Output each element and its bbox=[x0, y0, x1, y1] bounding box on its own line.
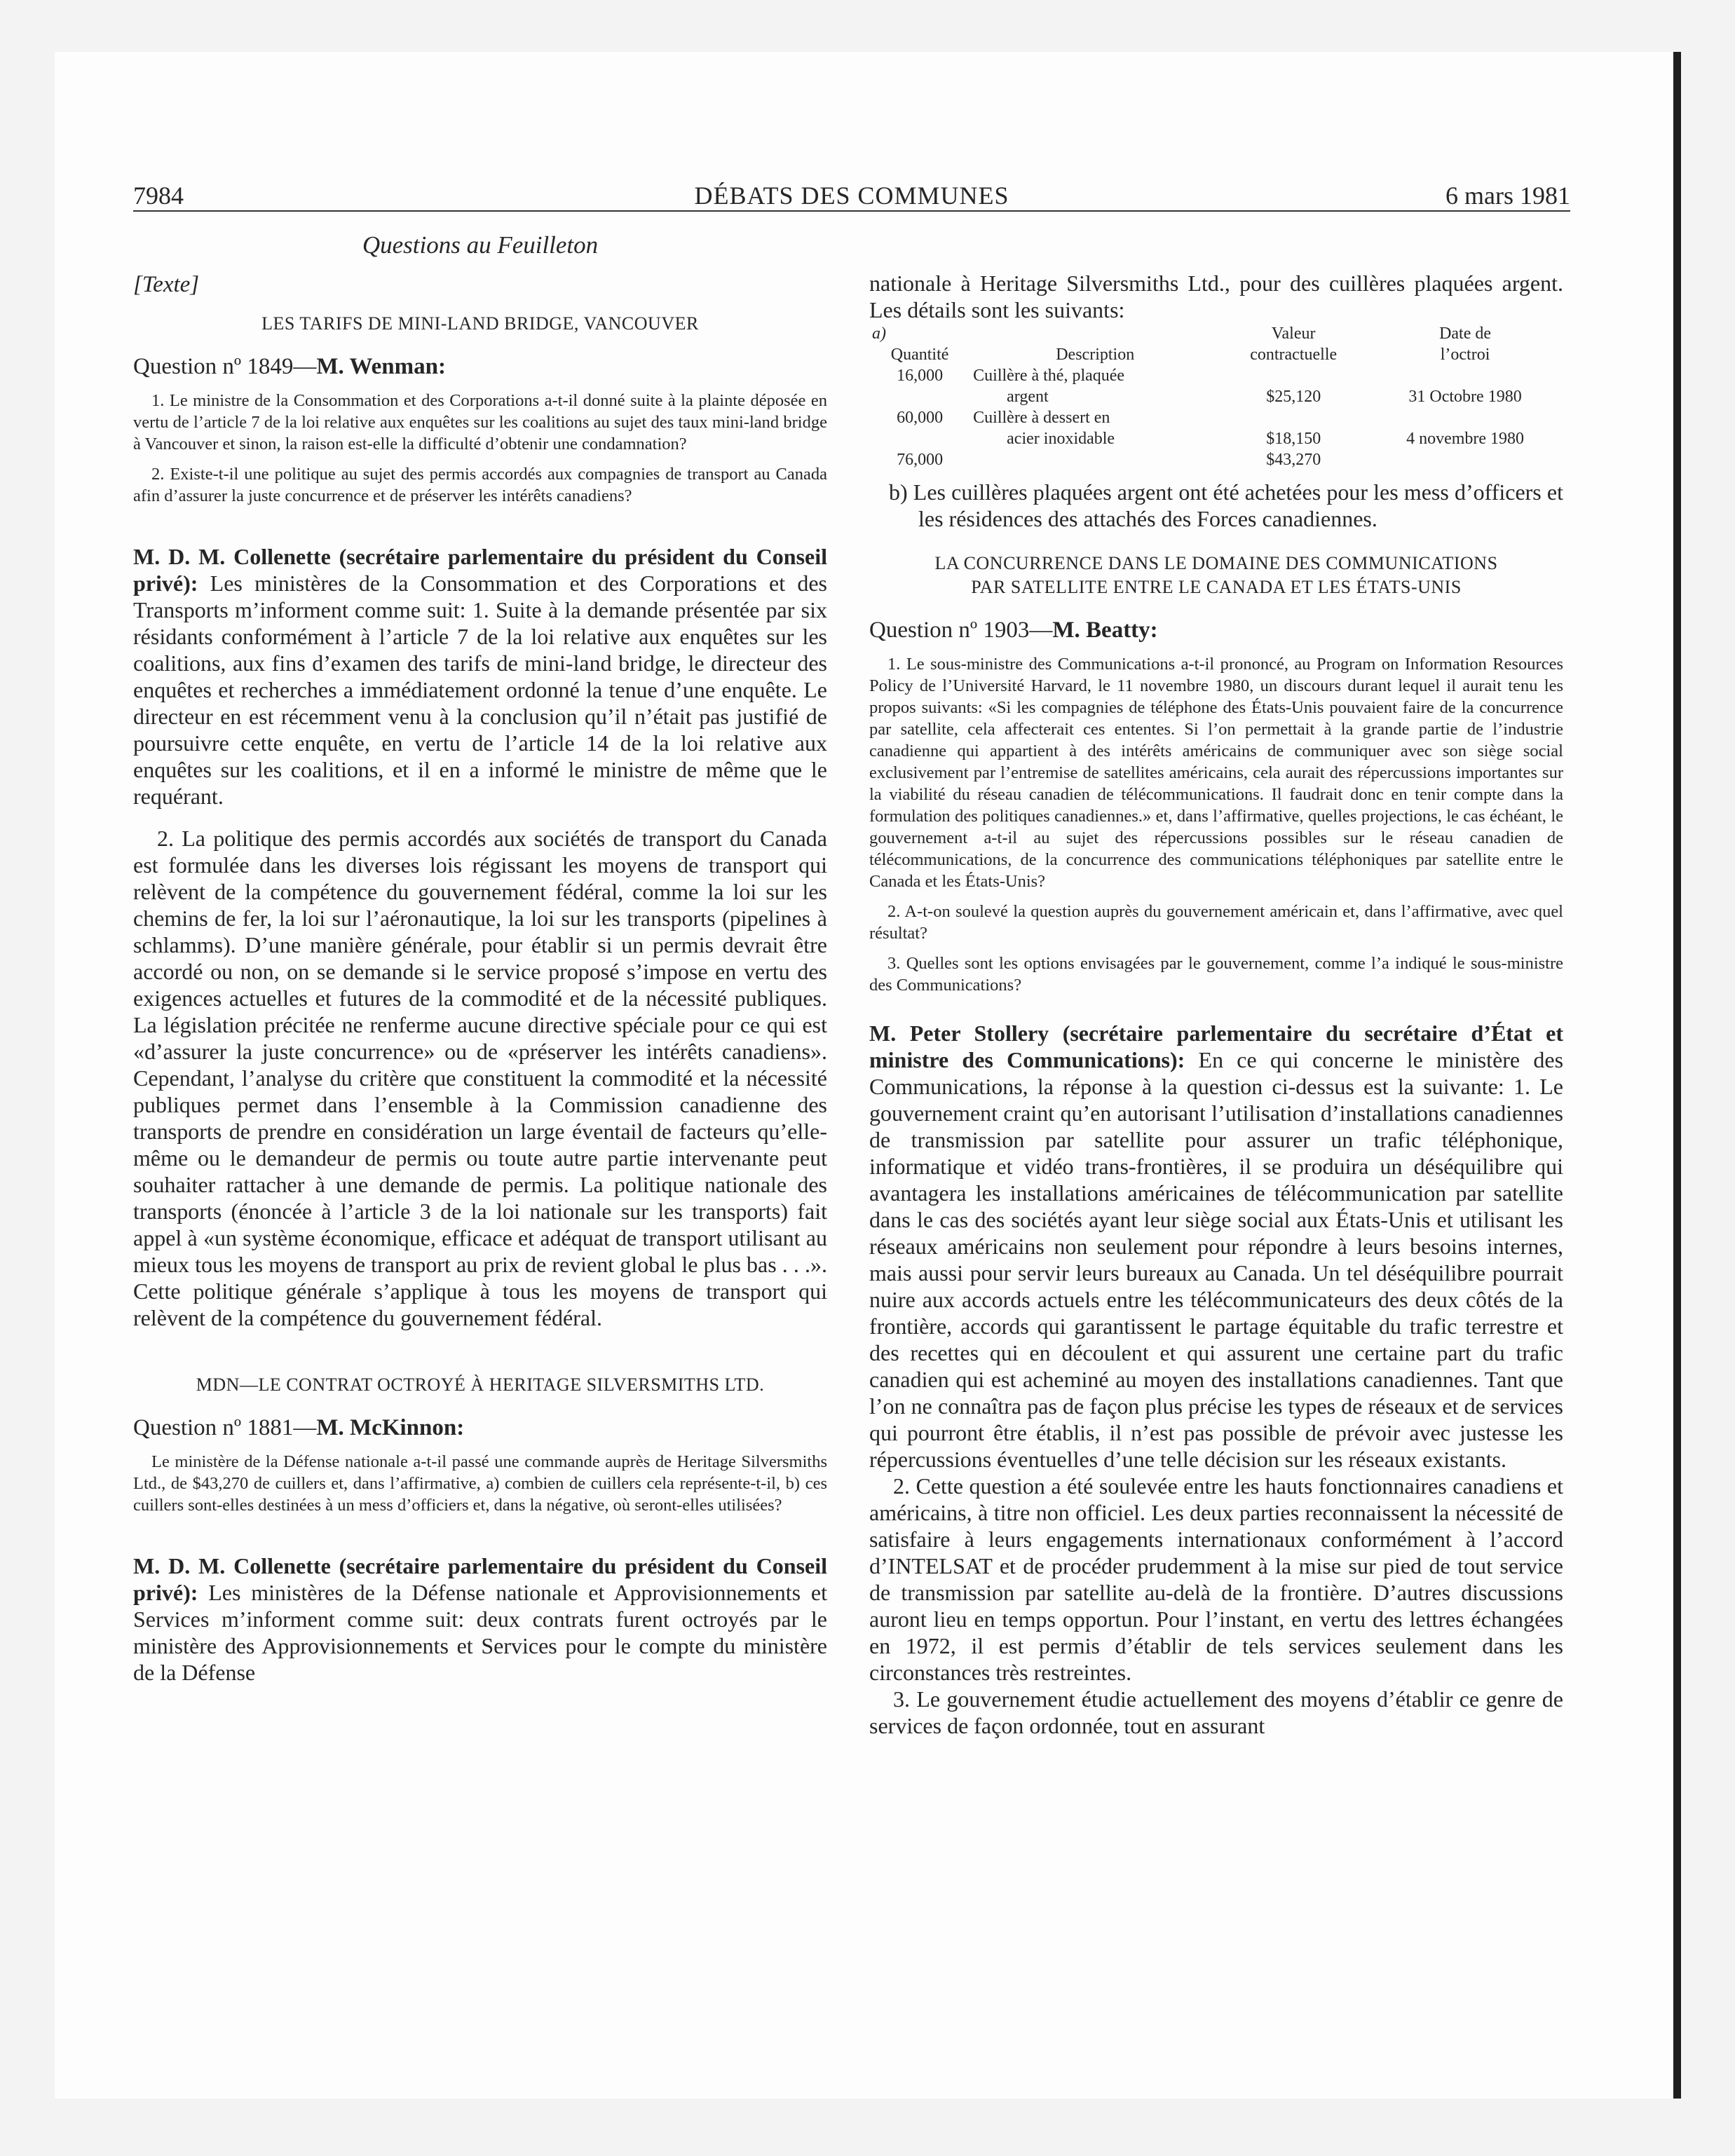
answer-1903-paragraph-1 bbox=[869, 1020, 1563, 1473]
table-label-a: a) bbox=[872, 325, 886, 343]
question-1849-part-2: 2. Existe-t-il une politique au sujet des permis accordés aux compagnies de transport au Canada afin d’assurer la juste concurrence et de préserver les intérêts canadiens? bbox=[133, 465, 827, 505]
answer-1903-paragraph-3: 3. Le gouvernement étudie actuellement des moyens d’établir ce genre de services de façon ordonnée, tout en assurant bbox=[869, 1686, 1563, 1738]
header-date: l’octroi bbox=[1440, 346, 1490, 364]
cell-quantity: 16,000 bbox=[897, 367, 944, 385]
texte-label: [Texte] bbox=[133, 272, 200, 297]
question-1881-label bbox=[133, 1415, 827, 1441]
question-1881-text: Le ministère de la Défense nationale a-t-il passé une commande auprès de Heritage Silversmiths Ltd., de $43,270 de cuillers et, dans l’affirmative, a) combien de cuillers cela représente-t-il, b) ces cuillers sont-elles destinées à un mess d’officiers et, dans la négative, où seront-elles utilisées? bbox=[133, 1452, 827, 1515]
total-value: $43,270 bbox=[1266, 451, 1321, 469]
question-member: M. McKinnon: bbox=[316, 1415, 465, 1440]
cell-value: $18,150 bbox=[1266, 430, 1321, 448]
answer-1881-part-b: b) Les cuillères plaquées argent ont été achetées pour les mess d’officers et les résidences des attachés des Forces canadiennes. bbox=[889, 479, 1563, 531]
answer-speaker: M. D. M. Collenette (secrétaire parlementaire du président du Conseil privé): bbox=[133, 1553, 827, 1605]
section-title: Questions au Feuilleton bbox=[362, 231, 599, 259]
question-1903-heading-line-2: PAR SATELLITE ENTRE LE CANADA ET LES ÉTATS-UNIS bbox=[971, 577, 1462, 597]
page-edge-bar bbox=[1673, 52, 1681, 2099]
question-number: Question nº 1903— bbox=[869, 618, 1053, 643]
cell-description-cont: argent bbox=[1007, 388, 1049, 406]
question-1903-heading-line-1: LA CONCURRENCE DANS LE DOMAINE DES COMMUNICATIONS bbox=[934, 553, 1498, 573]
question-number: Question nº 1881— bbox=[133, 1415, 317, 1440]
question-member: M. Wenman: bbox=[316, 354, 446, 379]
header-date-top: Date de bbox=[1439, 325, 1492, 343]
cell-quantity: 60,000 bbox=[897, 409, 944, 427]
question-1881-heading: MDN—LE CONTRAT OCTROYÉ À HERITAGE SILVERSMITHS LTD. bbox=[196, 1374, 765, 1395]
page-number: 7984 bbox=[133, 182, 184, 210]
cell-description: Cuillère à thé, plaquée bbox=[973, 367, 1125, 385]
answer-1849-paragraph-2: 2. La politique des permis accordés aux sociétés de transport du Canada est formulée dans les diverses lois régissant les moyens de transport qui relèvent de la compétence du gouvernement fédéral, comme la loi sur les chemins de fer, la loi sur l’aéronautique, la loi sur les transports (pipelines à schlamms). D’une manière générale, pour établir si un permis devrait être accordé ou non, on se demande si le service proposé s’impose en vertu des exigences actuelles et futures de la commodité et de la nécessité publiques. La législation précitée ne renferme aucune directive spéciale pour ce qui est «d’assurer la juste concurrence» ou de «préserver les intérêts canadiens». Cependant, l’analyse du critère que constituent la commodité et la nécessité publiques permet dans l’ensemble à la Commission canadienne des transports de prendre en considération un large éventail de facteurs qu’elle-même ou le demandeur de permis ou toute autre partie intervenante peut souhaiter rattacher à une demande de permis. La politique nationale des transports (énoncée à l’article 3 de la loi nationale sur les transports) fait appel à «un système économique, efficace et adéquat de transport utilisant au mieux tous les moyens de transport au prix de revient global le plus bas . . .». Cette politique générale s’applique à tous les moyens de transport qui relèvent de la compétence du gouvernement fédéral. bbox=[133, 826, 827, 1330]
header-value-top: Valeur bbox=[1271, 325, 1316, 343]
answer-text: Les ministères de la Consommation et des Corporations et des Transports m’informent comme suit: 1. Suite à la demande présentée par six résidants conformément à l’article 7 de la loi relative aux enquêtes sur les coalitions, aux fins d’examen des tarifs de mini-land bridge, le directeur des enquêtes et recherches a immédiatement ordonné la tenue d’une enquête. Le directeur en est récemment venu à la conclusion qu’il n’était pas justifié de poursuivre cette enquête, en vertu de l’article 14 de la loi relative aux enquêtes sur les coalitions, et il en a informé le ministre de même que le requérant. bbox=[133, 571, 828, 809]
table-total-row bbox=[869, 449, 1563, 470]
cell-date: 4 novembre 1980 bbox=[1406, 430, 1525, 448]
publication-title: DÉBATS DES COMMUNES bbox=[694, 182, 1009, 210]
left-column bbox=[133, 231, 827, 1686]
question-1903-part-1: 1. Le sous-ministre des Communications a-t-il prononcé, au Program on Information Resources Policy de l’Université Harvard, le 11 novembre 1980, un discours durant lequel il aurait tenu les propos suivants: «Si les compagnies de téléphone des États-Unis pouvaient faire de la concurrence par satellite, cela affecterait ces ententes. Si l’on permettait à la grande partie de l’industrie canadienne qui appartient à des intérêts américains de communiquer avec son siège social exclusivement par l’entremise de satellites américains, cela aurait des répercussions importantes sur la viabilité du réseau canadien de télécommunications. Il faudrait donc en tenir compte dans la formulation des politiques canadiennes.» et, dans l’affirmative, quelles projections, le cas échéant, le gouvernement a-t-il au sujet des répercussions possibles sur le réseau canadien de télécommunications, de la concurrence des communications téléphoniques par satellite entre le Canada et les États-Unis? bbox=[869, 655, 1563, 891]
question-1903-part-2: 2. A-t-on soulevé la question auprès du gouvernement américain et, dans l’affirmative, avec quel résultat? bbox=[869, 902, 1563, 943]
answer-speaker: M. D. M. Collenette (secrétaire parlementaire du président du Conseil privé): bbox=[133, 544, 827, 596]
answer-1881-continuation: nationale à Heritage Silversmiths Ltd., pour des cuillères plaquées argent. Les détails sont les suivants: bbox=[869, 271, 1563, 322]
question-1903-label bbox=[869, 618, 1563, 643]
cell-description-cont: acier inoxidable bbox=[1007, 430, 1115, 448]
cell-date: 31 Octobre 1980 bbox=[1408, 388, 1522, 406]
question-1849-label bbox=[133, 354, 827, 380]
cell-description: Cuillère à dessert en bbox=[973, 409, 1110, 427]
answer-text: Les ministères de la Défense nationale et Approvisionnements et Services m’informent comme suit: deux contrats furent octroyés par le ministère des Approvisionnements et Services pour le compte du ministère de la Défense bbox=[133, 1580, 828, 1685]
header-quantity: Quantité bbox=[890, 346, 949, 364]
answer-text: En ce qui concerne le ministère des Communications, la réponse à la question ci-dessus est la suivante: 1. Le gouvernement craint qu’en autorisant l’utilisation d’installations canadiennes de transmission par satellite pour assurer un trafic téléphonique, informatique et vidéo trans-frontières, il se produira un déséquilibre qui avantagera les installations américaines de télécommunication par satellite dans le cas des sociétés ayant leur siège social aux États-Unis et utilisant les réseaux américains non seulement pour répondre à leurs besoins internes, mais aussi pour servir leurs bureaux au Canada. Un tel déséquilibre pourrait nuire aux accords actuels entre les télécommunicateurs des deux côtés de la frontière, accords qui garantissent le partage équitable du trafic terrestre et des recettes qui en découlent et qui assurent une certaine part du trafic canadien qui est acheminé au moyen des installations canadiennes. Tant que l’on ne connaîtra pas de façon plus précise les types de réseaux et de services qui pourront être établis, il n’est pas possible de prévoir avec justesse les répercussions éventuelles d’une telle décision sur les réseaux existants. bbox=[869, 1047, 1564, 1472]
table-row bbox=[869, 386, 1563, 407]
question-number: Question nº 1849— bbox=[133, 354, 317, 379]
table-row bbox=[869, 428, 1563, 449]
answer-speaker: M. Peter Stollery (secrétaire parlementaire du secrétaire d’État et ministre des Communications): bbox=[869, 1021, 1563, 1072]
table-row bbox=[869, 365, 1563, 386]
page-header bbox=[133, 181, 1570, 212]
contract-table bbox=[869, 323, 1563, 470]
table-row bbox=[869, 407, 1563, 428]
answer-1881-paragraph bbox=[133, 1553, 827, 1686]
header-value: contractuelle bbox=[1250, 346, 1338, 364]
answer-1903-paragraph-2: 2. Cette question a été soulevée entre les hauts fonctionnaires canadiens et américains, à titre non officiel. Les deux parties reconnaissent la nécessité de satisfaire à leurs engagements internationaux conformément à l’accord d’INTELSAT et de procéder prudemment à la mise sur pied de tout service de transmission par satellite au-delà de la frontière. D’autres discussions auront lieu en temps opportun. Pour l’instant, en vertu des lettres échangées en 1972, il est permis d’établir de tels services seulement dans les circonstances très restreintes. bbox=[869, 1473, 1563, 1685]
question-1903-part-3: 3. Quelles sont les options envisagées par le gouvernement, comme l’a indiqué le sous-ministre des Communications? bbox=[869, 954, 1563, 995]
cell-value: $25,120 bbox=[1266, 388, 1321, 406]
header-description: Description bbox=[1056, 346, 1135, 364]
question-1849-heading: LES TARIFS DE MINI-LAND BRIDGE, VANCOUVER bbox=[261, 313, 699, 334]
total-quantity: 76,000 bbox=[897, 451, 944, 469]
publication-date: 6 mars 1981 bbox=[1445, 182, 1570, 210]
right-column bbox=[869, 270, 1563, 1739]
answer-1849-paragraph-1 bbox=[133, 543, 827, 810]
question-1849-part-1: 1. Le ministre de la Consommation et des Corporations a-t-il donné suite à la plainte déposée en vertu de l’article 7 de la loi relative aux enquêtes sur les coalitions au sujet des taux mini-land bridge à Vancouver et sinon, la raison est-elle la difficulté d’obtenir une condamnation? bbox=[133, 391, 827, 453]
question-member: M. Beatty: bbox=[1052, 618, 1158, 643]
